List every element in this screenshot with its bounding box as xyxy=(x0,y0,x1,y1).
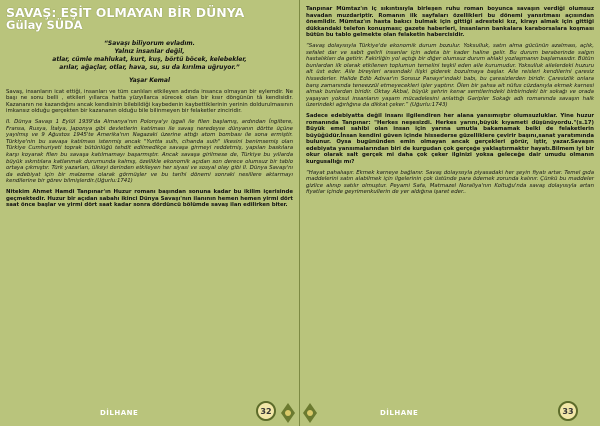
dilhane-logo: DİLHANE xyxy=(100,409,139,417)
right-page xyxy=(300,0,600,426)
quote-line: “Savaşı biliyorum evladım. xyxy=(104,40,195,47)
page-number: 32 xyxy=(256,401,276,421)
right-footer xyxy=(300,398,600,426)
ornament-icon xyxy=(302,402,318,424)
paragraph: Nitekim Ahmet Hamdi Tanpınar'ın Huzur romanı başından sonuna kadar bu ikilim içerisinde geçmektedir. Huzur bir açıdan sabahı ikinci Dünya Savaşı'nın ilanının hemen hemen yirmi dört saat önce başlar ve yirmi dört saat kadar sonra dördüncü bölümde savaş ilan edilirken biter. xyxy=(6,188,293,209)
paragraph: Savaş, insanların icat ettiği, insanları ve tüm canlıları etkileyen adında insanca olmayan bir eylemdir. Ne başı ne sonu belli , etkileri yıllarca hatta yüzyıllarca sürecek olan bir kısır döngünün tâ kendisidir. Kazananın ne kazandığını ancak kendisinin bilebildiği kaybedenin kaybettiklerinin yerinin doldurulmasının imkansız olduğu gerçekten bir kazananın olduğu bile bilinmeyen bir felaketler zinciridir. xyxy=(6,88,293,115)
left-footer xyxy=(0,398,299,426)
article-title: SAVAŞ: EŞİT OLMAYAN BİR DÜNYA xyxy=(6,5,245,20)
paragraph: “Hayat pahalıaşır. Ekmek karneye bağlanır. Savaş dolayısıyla piyasadaki her şeyin fiyatı artar. Temel gıda maddelerini satın alabilmek için ilgelerinin çok üstünde para ödemek zorunda kalınır. Çünkü bu maddeler gizlice alınıp satılır olmuştur. Peyami Safa, Matmazel Noraliya'nın Koltuğu'nda savaş dolayısıyla artan fiyatlar içinde geyrimenkullerin de yer aldığına işaret eder.. xyxy=(306,169,594,196)
quote-line: Yalnız insanlar değil, xyxy=(114,48,185,55)
paragraph: Sadece edebiyatta değil insanı ilgilendiren her alana yansımıştır olumsuzluklar. Yine huzur romanında Tanpınar: "Herkes neşesizdi. Herkes yarını,büyük kıyameti düşünüyordu."(s.17) Büyük emel sahibi olan insan için yarına umutla bakamamak belki de felaketlerin büyüğüdür.İnsan kendini güven içinde hissederse güzelliklere çevirir başını,sanat yaratımında bulunur. Oysa bugününden emin olmayan ancak gerçekleri görür, iştir, yazar.Savaşın edebiyata yansımalarından biri de kurgudan çok gerçeğe yaklaştırmaktır hayatı.Bilmem iyi bir okur olarak salt gerçek mi daha çok çeker ilginizi yoksa geleceğe dair umudu olmanın kurgusallığı mı? xyxy=(306,112,594,166)
epigraph-quote xyxy=(6,40,293,72)
paragraph: “Savaş dolayısıyla Türkiye'de ekonomik durum bozulur. Yoksulluk, satın alma gücünün azalması, açlık, sefalet dar ve sabit gelirli insanlar için adeta bir kader haline gelir. Bu durum beraberinde salgın hastalıkları da getirir. Fakirliğin yol açtığı bir diğer olumsuz durum ahlaki yozlaşmanın başlamasıdır. Bütün bunlardan ilk olarak etkilenen toplumun temelini teşkil eden aile kurumudur. Yoksulluk ailelerdeki huzuru alt üst eder. Aile bireyleri arasındaki ilişki giderek bozulmaya başlar. Aile reisleri kendilerini çaresiz hissederler. Halide Edib Adıvar'ın Sonsuz Panayır'ındaki babı, bu çaresizlerden biridir. Çaresizlik onlara banş zamanında teneezzül etmeyecekleri işler yaptırır. Ölen bir şahsa ait nüfus cüzdanıyla ekmek karnesi almak bunlardan biridir. Oktay Akbal, büyük şehrin kenar semtlerindeki birbirindeki bir sokağı ve orada yaşayan yoksul insanların yaşam mücadelesini anlattığı Garipler Sokağı adlı romanında savaşın halk üzerindeki ağırlığına da dikkat çeker.” (Uğurlu:1743) xyxy=(306,42,594,109)
paragraph: Tanpınar Mümtaz'ın iç sıkıntısıyla birleşen ruhu roman boyunca savaşın verdiği olumsuz havadan muzdariptir. Romanın ilk sayfaları özellikleri bu dönemi yansıtması açısından önemlidir. Mümtaz'ın hasta bakıcı bulmak için gittiği adresteki kız, kirayı almak için gittiği dükkandaki telefon konuşması; gazete haberleri, insanların bankalara karaborsalara koşması bütün bu tablo gelmekte olan felaketin habercisidir. xyxy=(306,6,594,39)
article-author: Gülay SÜDA xyxy=(6,18,83,32)
paragraph: II. Dünya Savaşı 1 Eylül 1939'da Almanya'nın Polonya'yı işgali ile filen başlamış, ardından İngiltere, Fransa, Rusya, İtalya, Japonya gibi devletlerin katılması ile savaş neredeyse dünyanın dörtte üçüne yayılmış ve 9 Ağustos 1945'te Amerika'nın Nagazaki üzerine attığı atom bombası ile sona ermiştir. Türkiye'nin bu savaşa katılması istenmiş ancak "Yurtta sulh, cihanda sulh" ilkesini benimsemiş olan Türkiye Cumhuriyeti toprak bütünlüğü tehdit edilmedikçe savaşa girmeyi reddetmiş, yapılan baskılara karşı koyarak filen bu savaşa katılmamayı başarmıştır. Ancak savaşa girilmese de, Türkiye bu yıllarda büyük sıkıntılara katlanmak durumunda kalmış, özellikle ekonomik açıdan son derece olumsuz bir tablo ortaya çıkmıştır. Türk yazarları, ülkeyi derinden etkileyen her siyasi ve sosyal olay gibi II. Dünya Savaşı'nı da edebiyat için bir malzeme olarak görmüşler ve bu tarihi dönemi sonraki nesillere aktarmayı kendilerine bir görev bilmişlerdir.(Uğurlu:1741) xyxy=(6,118,293,185)
quote-line: arılar, ağaçlar, otlar, hava, su, su da kırılma uğruyor.” xyxy=(59,64,240,71)
left-page-content xyxy=(6,6,293,398)
quote-line: atlar, cümle mahlukat, kurt, kuş, börtü böcek, kelebekler, xyxy=(52,56,247,63)
quote-author: Yaşar Kemal xyxy=(128,77,171,84)
page-number: 33 xyxy=(558,401,578,421)
ornament-icon xyxy=(280,402,296,424)
right-page-content xyxy=(306,6,594,398)
dilhane-logo: DİLHANE xyxy=(380,409,419,417)
